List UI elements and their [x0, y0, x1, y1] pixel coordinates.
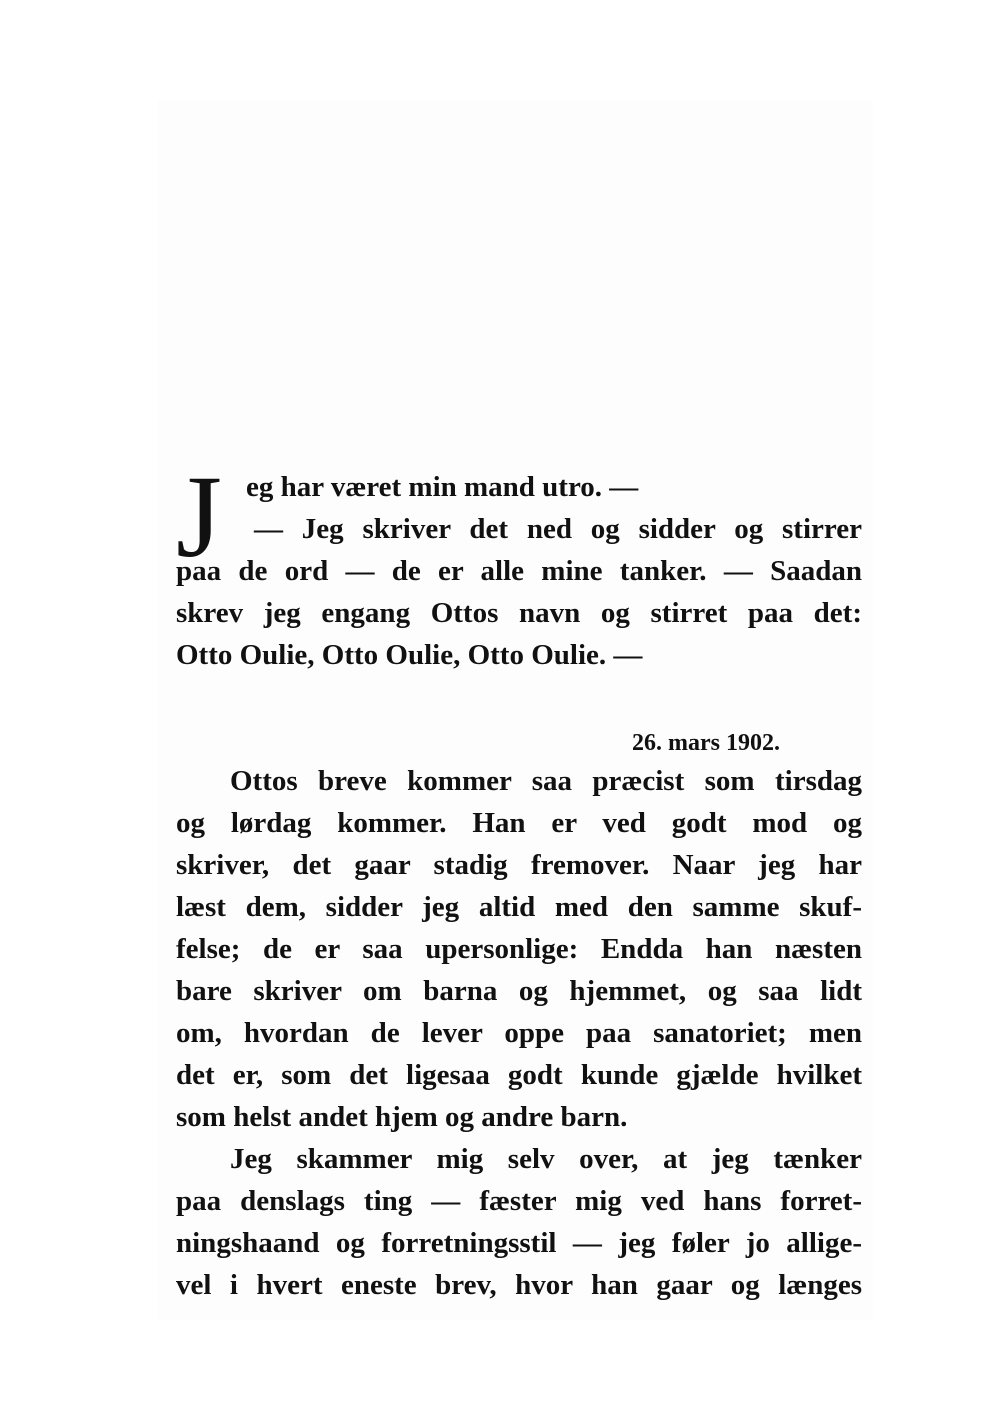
opening-line: Otto Oulie, Otto Oulie, Otto Oulie. — — [176, 639, 643, 671]
opening-line: eg har været min mand utro. — — [246, 471, 639, 503]
paragraph-line: læst dem, sidder jeg altid med den samme skuf- — [176, 891, 862, 923]
opening-line: — Jeg skriver det ned og sidder og stirrer — [254, 513, 862, 545]
paragraph-line: felse; de er saa upersonlige: Endda han næsten — [176, 933, 862, 965]
paragraph-line: om, hvordan de lever oppe paa sanatoriet; men — [176, 1017, 862, 1049]
opening-line: paa de ord — de er alle mine tanker. — Saadan — [176, 555, 862, 587]
paragraph-line: skriver, det gaar stadig fremover. Naar jeg har — [176, 849, 862, 881]
entry-date: 26. mars 1902. — [632, 730, 780, 756]
paragraph-line: det er, som det ligesaa godt kunde gjælde hvilket — [176, 1059, 862, 1091]
paragraph-line: vel i hvert eneste brev, hvor han gaar og længes — [176, 1269, 862, 1301]
paragraph-line: Jeg skammer mig selv over, at jeg tænker — [230, 1143, 862, 1175]
paragraph-line: bare skriver om barna og hjemmet, og saa lidt — [176, 975, 862, 1007]
drop-cap-letter: J — [176, 451, 222, 582]
paragraph-line: og lørdag kommer. Han er ved godt mod og — [176, 807, 862, 839]
paragraph-line: Ottos breve kommer saa præcist som tirsdag — [230, 765, 862, 797]
paragraph-line: som helst andet hjem og andre barn. — [176, 1101, 628, 1133]
paragraph-line: ningshaand og forretningsstil — jeg føler jo allige- — [176, 1227, 862, 1259]
opening-line: skrev jeg engang Ottos navn og stirret paa det: — [176, 597, 862, 629]
paragraph-line: paa denslags ting — fæster mig ved hans forret- — [176, 1185, 862, 1217]
